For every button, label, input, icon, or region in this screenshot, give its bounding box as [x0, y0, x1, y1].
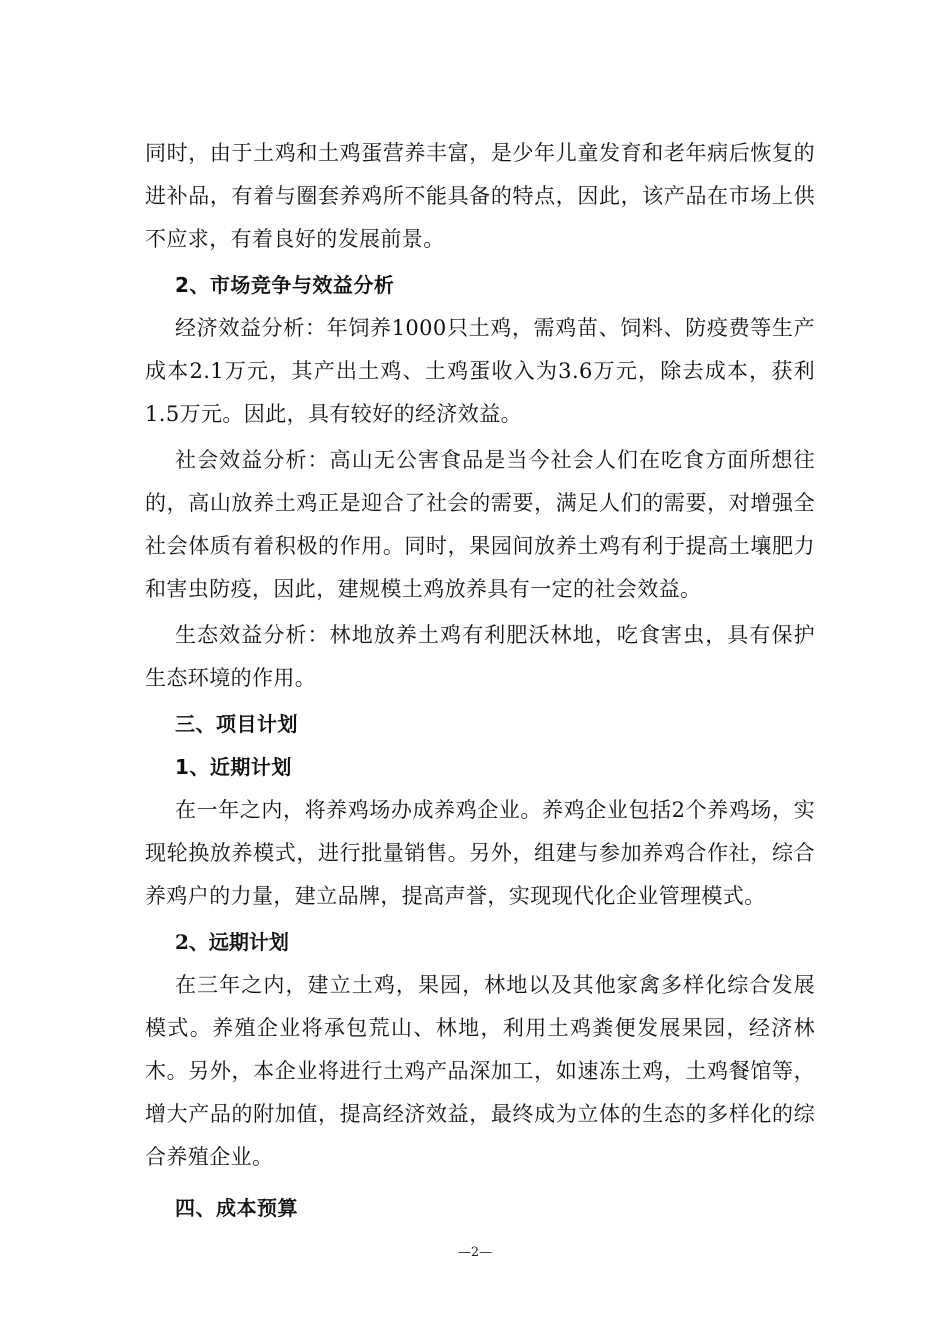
paragraph-nutrition: 同时，由于土鸡和土鸡蛋营养丰富，是少年儿童发育和老年病后恢复的进补品，有着与圈套养鸡所不能具备的特点，因此，该产品在市场上供不应求，有着良好的发展前景。	[145, 141, 815, 251]
section-heading-market-analysis: 2、市场竞争与效益分析	[175, 273, 395, 297]
section-heading-cost-budget: 四、成本预算	[175, 1196, 298, 1220]
page-number: —2—	[457, 1245, 493, 1260]
spacer	[145, 1179, 815, 1187]
paragraph-long-term-plan: 在三年之内，建立土鸡，果园，林地以及其他家禽多样化综合发展模式。养殖企业将承包荒山、林地，利用土鸡粪便发展果园，经济林木。另外，本企业将进行土鸡产品深加工，如速冻土鸡，土鸡餐馆等，增大产品的附加值，提高经济效益，最终成为立体的生态的多样化的综合养殖企业。	[145, 973, 815, 1169]
paragraph-economic-benefit: 经济效益分析：年饲养1000只土鸡，需鸡苗、饲料、防疫费等生产成本2.1万元，其产出土鸡、土鸡蛋收入为3.6万元，除去成本，获利1.5万元。因此，具有较好的经济效益。	[145, 316, 815, 426]
subsection-heading-near-term-plan: 1、近期计划	[175, 755, 292, 779]
subsection-heading-long-term-plan: 2、远期计划	[175, 930, 289, 954]
paragraph-social-benefit: 社会效益分析：高山无公害食品是当今社会人们在吃食方面所想往的，高山放养土鸡正是迎合了社会的需要，满足人们的需要，对增强全社会体质有着积极的作用。同时，果园间放养土鸡有利于提高土壤肥力和害虫防疫，因此，建规模土鸡放养具有一定的社会效益。	[145, 448, 815, 601]
document-body	[145, 132, 815, 1230]
section-heading-project-plan: 三、项目计划	[175, 712, 298, 736]
paragraph-near-term-plan: 在一年之内，将养鸡场办成养鸡企业。养鸡企业包括2个养鸡场，实现轮换放养模式，进行批量销售。另外，组建与参加养鸡合作社，综合养鸡户的力量，建立品牌，提高声誉，实现现代化企业管理模式。	[145, 798, 815, 908]
paragraph-ecological-benefit: 生态效益分析：林地放养土鸡有利肥沃林地，吃食害虫，具有保护生态环境的作用。	[145, 623, 815, 690]
